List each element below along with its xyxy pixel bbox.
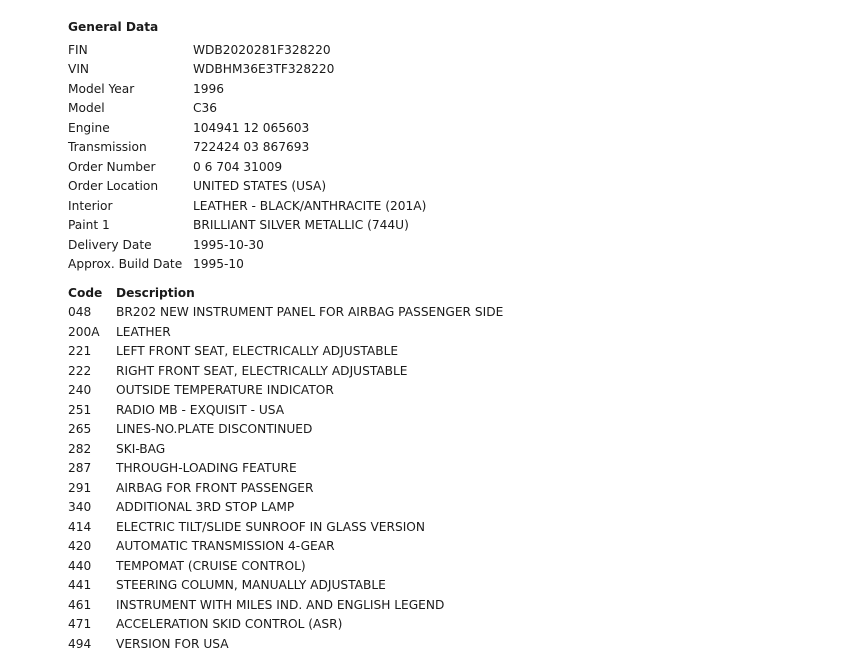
option-description: TEMPOMAT (CRUISE CONTROL) — [116, 558, 306, 573]
option-code: 420 — [68, 539, 92, 554]
general-data-label: Order Location — [68, 179, 159, 194]
option-description: RIGHT FRONT SEAT, ELECTRICALLY ADJUSTABLE — [116, 363, 408, 378]
option-description: LINES-NO.PLATE DISCONTINUED — [116, 422, 313, 437]
option-code: 221 — [68, 344, 92, 359]
general-data-label: Order Number — [68, 159, 156, 174]
option-code: 471 — [68, 617, 92, 632]
general-data-row — [68, 216, 426, 236]
general-data-value: 1995-10 — [193, 257, 244, 272]
option-codes-table — [68, 283, 503, 654]
option-code: 291 — [68, 480, 92, 495]
general-data-title: General Data — [68, 20, 159, 34]
general-data-label: Approx. Build Date — [68, 257, 183, 272]
option-description: ELECTRIC TILT/SLIDE SUNROOF IN GLASS VERSION — [116, 519, 426, 534]
option-code-row — [68, 361, 503, 381]
option-description: THROUGH-LOADING FEATURE — [116, 461, 297, 476]
option-code: 494 — [68, 636, 92, 651]
general-data-row — [68, 255, 426, 275]
general-data-value: UNITED STATES (USA) — [193, 179, 327, 194]
option-code-row — [68, 303, 503, 323]
option-code-row — [68, 595, 503, 615]
option-code-row — [68, 556, 503, 576]
option-code-row — [68, 615, 503, 635]
general-data-label: FIN — [68, 42, 88, 57]
option-code: 200A — [68, 324, 100, 339]
option-description: VERSION FOR USA — [116, 636, 229, 651]
option-code: 048 — [68, 305, 92, 320]
general-data-label: Paint 1 — [68, 218, 110, 233]
general-data-label: Interior — [68, 198, 113, 213]
general-data-value: 1996 — [193, 81, 225, 96]
option-code: 461 — [68, 597, 92, 612]
general-data-label: Transmission — [68, 140, 147, 155]
general-data-value: 722424 03 867693 — [193, 140, 310, 155]
option-code: 340 — [68, 500, 92, 515]
general-data-row — [68, 235, 426, 255]
option-description: BR202 NEW INSTRUMENT PANEL FOR AIRBAG PASSENGER SIDE — [116, 305, 504, 320]
option-code-row — [68, 634, 503, 654]
option-description: INSTRUMENT WITH MILES IND. AND ENGLISH LEGEND — [116, 597, 445, 612]
general-data-value: BRILLIANT SILVER METALLIC (744U) — [193, 218, 409, 233]
general-data-row — [68, 138, 426, 158]
option-code-row — [68, 478, 503, 498]
general-data-label: Model Year — [68, 81, 135, 96]
option-description: LEFT FRONT SEAT, ELECTRICALLY ADJUSTABLE — [116, 344, 399, 359]
general-data-row — [68, 79, 426, 99]
description-column-header: Description — [116, 285, 195, 300]
general-data-value: 104941 12 065603 — [193, 120, 310, 135]
general-data-value: 0 6 704 31009 — [193, 159, 283, 174]
option-description: LEATHER — [116, 324, 171, 339]
general-data-label: Engine — [68, 120, 110, 135]
general-data-value: WDBHM36E3TF328220 — [193, 62, 335, 77]
option-description: OUTSIDE TEMPERATURE INDICATOR — [116, 383, 334, 398]
option-code-row — [68, 400, 503, 420]
option-code-row — [68, 498, 503, 518]
general-data-value: WDB2020281F328220 — [193, 42, 331, 57]
option-code-row — [68, 381, 503, 401]
option-description: RADIO MB - EXQUISIT - USA — [116, 402, 285, 417]
general-data-row — [68, 118, 426, 138]
option-code: 240 — [68, 383, 92, 398]
option-code-row — [68, 342, 503, 362]
option-code: 414 — [68, 519, 92, 534]
option-code: 251 — [68, 402, 92, 417]
general-data-row — [68, 177, 426, 197]
option-code-row — [68, 459, 503, 479]
general-data-table — [68, 40, 426, 274]
option-codes-header-row — [68, 283, 503, 303]
general-data-label: Delivery Date — [68, 237, 152, 252]
option-codes-body — [68, 303, 503, 654]
general-data-row — [68, 60, 426, 80]
general-data-value: 1995-10-30 — [193, 237, 264, 252]
option-code: 265 — [68, 422, 92, 437]
option-description: AUTOMATIC TRANSMISSION 4-GEAR — [116, 539, 335, 554]
option-description: ADDITIONAL 3RD STOP LAMP — [116, 500, 295, 515]
general-data-body — [68, 40, 426, 274]
option-code-row — [68, 576, 503, 596]
option-code-row — [68, 322, 503, 342]
general-data-label: VIN — [68, 62, 90, 77]
general-data-label: Model — [68, 101, 105, 116]
option-code: 282 — [68, 441, 92, 456]
option-code-row — [68, 420, 503, 440]
option-code: 222 — [68, 363, 92, 378]
option-code: 287 — [68, 461, 92, 476]
option-description: ACCELERATION SKID CONTROL (ASR) — [116, 617, 343, 632]
code-column-header: Code — [68, 285, 103, 300]
general-data-row — [68, 99, 426, 119]
option-code-row — [68, 537, 503, 557]
option-code: 440 — [68, 558, 92, 573]
general-data-row — [68, 196, 426, 216]
general-data-row — [68, 40, 426, 60]
general-data-row — [68, 157, 426, 177]
option-description: STEERING COLUMN, MANUALLY ADJUSTABLE — [116, 578, 386, 593]
option-code-row — [68, 439, 503, 459]
option-description: SKI-BAG — [116, 441, 166, 456]
general-data-value: C36 — [193, 101, 218, 116]
option-code-row — [68, 517, 503, 537]
option-description: AIRBAG FOR FRONT PASSENGER — [116, 480, 314, 495]
option-code: 441 — [68, 578, 92, 593]
general-data-value: LEATHER - BLACK/ANTHRACITE (201A) — [193, 198, 427, 213]
